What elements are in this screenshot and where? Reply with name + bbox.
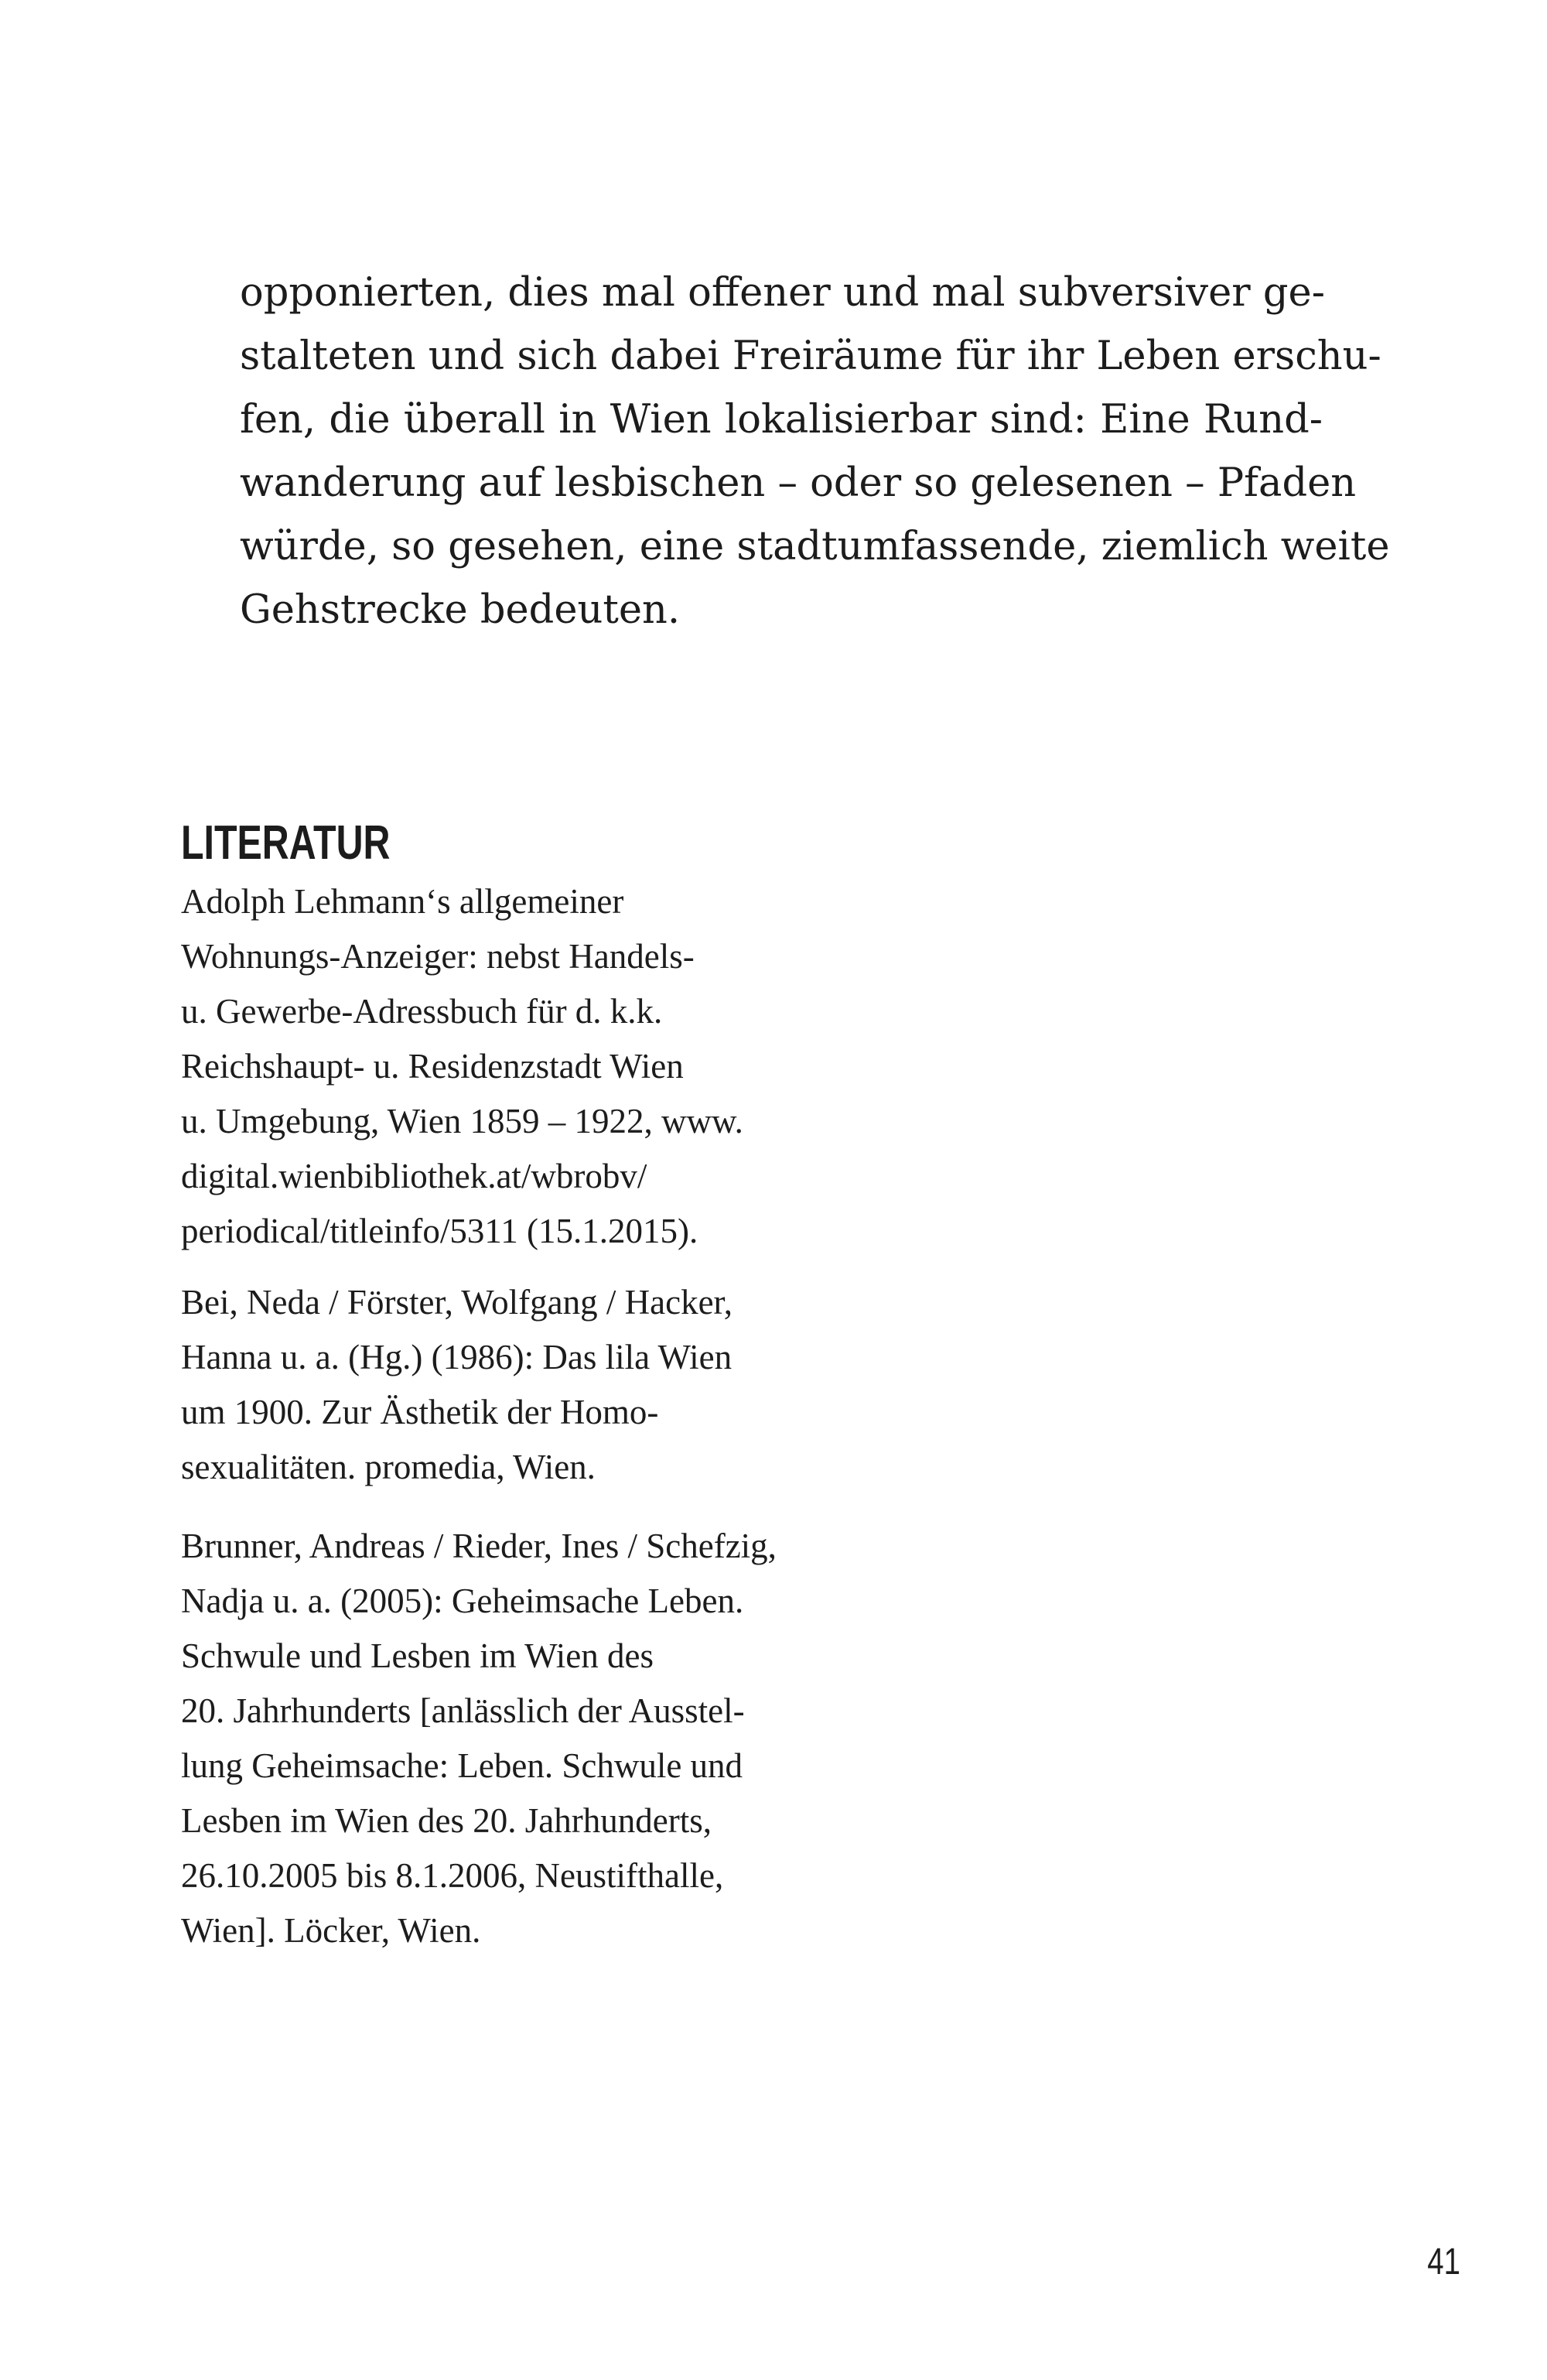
entry-line: Nadja u. a. (2005): Geheimsache Leben. [181, 1582, 744, 1620]
entry-line: periodical/titleinfo/5311 (15.1.2015). [181, 1212, 698, 1250]
body-paragraph [240, 262, 1390, 642]
entry-line: Adolph Lehmann‘s allgemeiner [181, 882, 624, 921]
entry-line: 26.10.2005 bis 8.1.2006, Neustifthalle, [181, 1856, 724, 1895]
literature-heading: LITERATUR [181, 816, 391, 870]
entry-line: sexualitäten. promedia, Wien. [181, 1448, 596, 1486]
entry-line: um 1900. Zur Ästhetik der Homo- [181, 1393, 659, 1431]
body-line: stalteten und sich dabei Freiräume für ihr Leben erschu- [240, 333, 1381, 379]
entry-line: lung Geheimsache: Leben. Schwule und [181, 1746, 743, 1785]
entry-line: Bei, Neda / Förster, Wolfgang / Hacker, [181, 1283, 733, 1322]
entry-line: Brunner, Andreas / Rieder, Ines / Schefzig, [181, 1527, 777, 1565]
literature-entry-brunner [181, 1519, 877, 1958]
entry-line: Lesben im Wien des 20. Jahrhunderts, [181, 1801, 712, 1840]
entry-line: Hanna u. a. (Hg.) (1986): Das lila Wien [181, 1338, 733, 1376]
entry-line: u. Gewerbe-Adressbuch für d. k.k. [181, 992, 663, 1031]
body-line: wanderung auf lesbischen – oder so gelesenen – Pfaden [240, 460, 1357, 506]
body-line: fen, die überall in Wien lokalisierbar sind: Eine Rund- [240, 397, 1323, 443]
entry-line: digital.wienbibliothek.at/wbrobv/ [181, 1157, 647, 1195]
page-number: 41 [1427, 2242, 1460, 2283]
entry-line: Reichshaupt- u. Residenzstadt Wien [181, 1047, 684, 1086]
body-line: opponierten, dies mal offener und mal subversiver ge- [240, 270, 1325, 316]
literature-entry-lehmann [181, 874, 877, 1259]
entry-line: Wien]. Löcker, Wien. [181, 1911, 481, 1950]
body-line: würde, so gesehen, eine stadtumfassende, ziemlich weite [240, 524, 1390, 569]
entry-line: 20. Jahrhunderts [anlässlich der Ausstel- [181, 1691, 745, 1730]
entry-line: u. Umgebung, Wien 1859 – 1922, www. [181, 1102, 743, 1140]
entry-line: Schwule und Lesben im Wien des [181, 1636, 654, 1675]
literature-entry-bei [181, 1275, 877, 1495]
entry-line: Wohnungs-Anzeiger: nebst Handels- [181, 937, 695, 976]
body-line: Gehstrecke bedeuten. [240, 587, 681, 633]
